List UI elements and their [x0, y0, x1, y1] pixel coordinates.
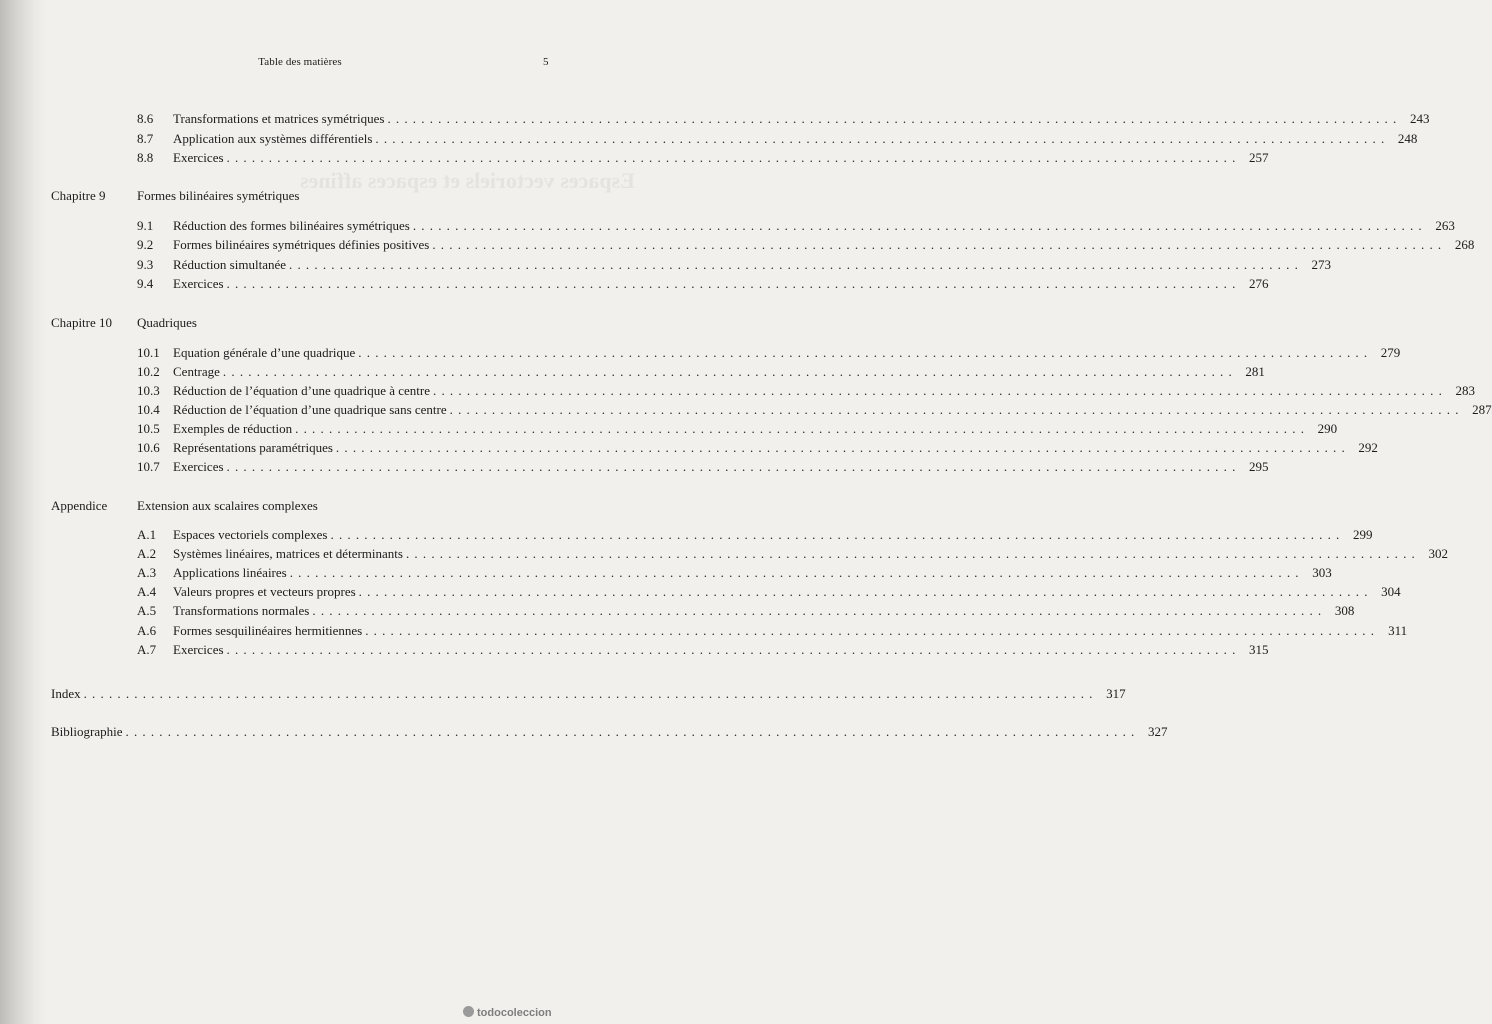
entry-page: 295: [1249, 459, 1269, 474]
entry-page: 276: [1249, 276, 1269, 291]
entry-number: A.2: [137, 546, 157, 561]
entry-page: 263: [1435, 218, 1455, 233]
chapter-heading[interactable]: [51, 314, 197, 332]
entry-title: Applications linéaires: [173, 565, 287, 580]
entry-title: Réduction de l’équation d’une quadrique à centre: [173, 383, 431, 398]
entry-title: Centrage: [173, 364, 220, 379]
toc-entry[interactable]: [137, 420, 1338, 438]
dot-leader: ........................................................................................................................: [289, 565, 1304, 580]
toc-entry[interactable]: [137, 344, 1401, 362]
entry-page: 281: [1245, 364, 1265, 379]
toc-entry[interactable]: [137, 458, 1269, 476]
entry-number: A.7: [137, 642, 157, 657]
entry-page: 327: [1148, 724, 1168, 739]
entry-number: 10.5: [137, 421, 160, 436]
chapter-heading[interactable]: [51, 187, 299, 205]
entry-title: Réduction de l’équation d’une quadrique sans centre: [173, 402, 447, 417]
appendix-heading[interactable]: [51, 497, 318, 515]
toc-entry[interactable]: [137, 564, 1332, 582]
dot-leader: ........................................................................................................................: [365, 623, 1380, 638]
entry-title: Index: [51, 686, 81, 701]
toc-entry[interactable]: [137, 110, 1430, 128]
dot-leader: ........................................................................................................................: [412, 218, 1427, 233]
dot-leader: ........................................................................................................................: [330, 527, 1345, 542]
dot-leader: ........................................................................................................................: [375, 131, 1390, 146]
entry-page: 273: [1311, 257, 1332, 272]
entry-number: 10.4: [137, 402, 160, 417]
entry-title: Equation générale d’une quadrique: [173, 345, 356, 360]
toc-bibliography-entry[interactable]: [51, 723, 1168, 741]
entry-title: Exercices: [173, 276, 224, 291]
dot-leader: ........................................................................................................................: [433, 383, 1448, 398]
toc-entry[interactable]: [137, 256, 1332, 274]
dot-leader: ........................................................................................................................: [226, 642, 1241, 657]
entry-title: Valeurs propres et vecteurs propres: [173, 584, 356, 599]
entry-title: Exercices: [173, 150, 224, 165]
entry-number: A.6: [137, 623, 157, 638]
entry-page: 317: [1106, 686, 1126, 701]
entry-title: Espaces vectoriels complexes: [173, 527, 328, 542]
toc-entry[interactable]: [137, 382, 1476, 400]
toc-index-entry[interactable]: [51, 685, 1126, 703]
entry-number: A.5: [137, 603, 157, 618]
entry-number: 10.3: [137, 383, 160, 398]
entry-number: 8.6: [137, 111, 154, 126]
entry-page: 279: [1380, 345, 1401, 360]
entry-page: 315: [1249, 642, 1269, 657]
entry-page: 292: [1358, 440, 1378, 455]
dot-leader: ........................................................................................................................: [125, 724, 1140, 739]
entry-title: Réduction des formes bilinéaires symétriques: [173, 218, 410, 233]
entry-page: 287: [1472, 402, 1492, 417]
dot-leader: ........................................................................................................................: [405, 546, 1420, 561]
watermark-text: todocoleccion: [477, 1007, 552, 1019]
entry-title: Réduction simultanée: [173, 257, 287, 272]
dot-leader: ........................................................................................................................: [312, 603, 1327, 618]
entry-title: Formes sesquilinéaires hermitiennes: [173, 623, 363, 638]
toc-entry[interactable]: [137, 130, 1418, 148]
entry-number: 9.3: [137, 257, 154, 272]
entry-page: 283: [1455, 383, 1476, 398]
entry-page: 257: [1249, 150, 1269, 165]
appendix-title: Extension aux scalaires complexes: [137, 498, 318, 513]
dot-leader: ........................................................................................................................: [432, 237, 1447, 252]
page-number: 5: [543, 56, 549, 68]
dot-leader: ........................................................................................................................: [226, 276, 1241, 291]
entry-title: Transformations normales: [173, 603, 310, 618]
toc-entry[interactable]: [137, 641, 1269, 659]
chapter-title: Quadriques: [137, 315, 197, 330]
toc-entry[interactable]: [137, 149, 1269, 167]
entry-page: 304: [1381, 584, 1401, 599]
dot-leader: ........................................................................................................................: [295, 421, 1310, 436]
chapter-label: Chapitre 9: [51, 188, 106, 203]
entry-number: 9.2: [137, 237, 154, 252]
entry-number: A.1: [137, 527, 157, 542]
dot-leader: ........................................................................................................................: [83, 686, 1098, 701]
entry-page: 268: [1454, 237, 1475, 252]
dot-leader: ........................................................................................................................: [226, 459, 1241, 474]
dot-leader: ........................................................................................................................: [449, 402, 1464, 417]
bleed-through-heading: Espaces vectoriels et espaces affines: [300, 168, 635, 193]
toc-entry[interactable]: [137, 236, 1475, 254]
entry-number: 8.7: [137, 131, 154, 146]
toc-entry[interactable]: [137, 275, 1269, 293]
book-spine-shadow: [0, 0, 46, 1024]
toc-entry[interactable]: [137, 401, 1492, 419]
todocoleccion-logo-icon: [463, 1006, 474, 1017]
entry-number: 10.2: [137, 364, 160, 379]
dot-leader: ........................................................................................................................: [222, 364, 1237, 379]
toc-entry[interactable]: [137, 622, 1408, 640]
dot-leader: ........................................................................................................................: [387, 111, 1402, 126]
dot-leader: ........................................................................................................................: [289, 257, 1304, 272]
entry-page: 303: [1312, 565, 1332, 580]
entry-page: 302: [1428, 546, 1448, 561]
entry-page: 311: [1388, 623, 1408, 638]
toc-entry[interactable]: [137, 583, 1401, 601]
toc-entry[interactable]: [137, 217, 1455, 235]
entry-number: A.3: [137, 565, 157, 580]
appendix-label: Appendice: [51, 498, 108, 513]
entry-number: 8.8: [137, 150, 154, 165]
running-header-title: Table des matières: [258, 56, 342, 68]
entry-number: 9.1: [137, 218, 154, 233]
entry-title: Exercices: [173, 459, 224, 474]
dot-leader: ........................................................................................................................: [358, 345, 1373, 360]
toc-entry[interactable]: [137, 602, 1355, 620]
entry-title: Bibliographie: [51, 724, 123, 739]
entry-number: 10.1: [137, 345, 160, 360]
entry-title: Systèmes linéaires, matrices et déterminants: [173, 546, 403, 561]
chapter-label: Chapitre 10: [51, 315, 113, 330]
entry-title: Transformations et matrices symétriques: [173, 111, 385, 126]
watermark: [463, 1006, 552, 1019]
dot-leader: ........................................................................................................................: [335, 440, 1350, 455]
dot-leader: ........................................................................................................................: [358, 584, 1373, 599]
entry-title: Application aux systèmes différentiels: [173, 131, 373, 146]
entry-page: 248: [1397, 131, 1418, 146]
entry-number: 10.7: [137, 459, 160, 474]
entry-title: Exercices: [173, 642, 224, 657]
entry-page: 290: [1317, 421, 1338, 436]
toc-entry[interactable]: [137, 526, 1373, 544]
chapter-title: Formes bilinéaires symétriques: [137, 188, 300, 203]
dot-leader: ........................................................................................................................: [226, 150, 1241, 165]
toc-entry[interactable]: [137, 439, 1378, 457]
entry-page: 308: [1334, 603, 1355, 618]
entry-title: Exemples de réduction: [173, 421, 293, 436]
entry-page: 299: [1353, 527, 1373, 542]
entry-number: A.4: [137, 584, 157, 599]
entry-page: 243: [1409, 111, 1430, 126]
toc-entry[interactable]: [137, 363, 1265, 381]
entry-number: 10.6: [137, 440, 160, 455]
entry-title: Formes bilinéaires symétriques définies positives: [173, 237, 430, 252]
entry-number: 9.4: [137, 276, 154, 291]
entry-title: Représentations paramétriques: [173, 440, 333, 455]
toc-entry[interactable]: [137, 545, 1448, 563]
